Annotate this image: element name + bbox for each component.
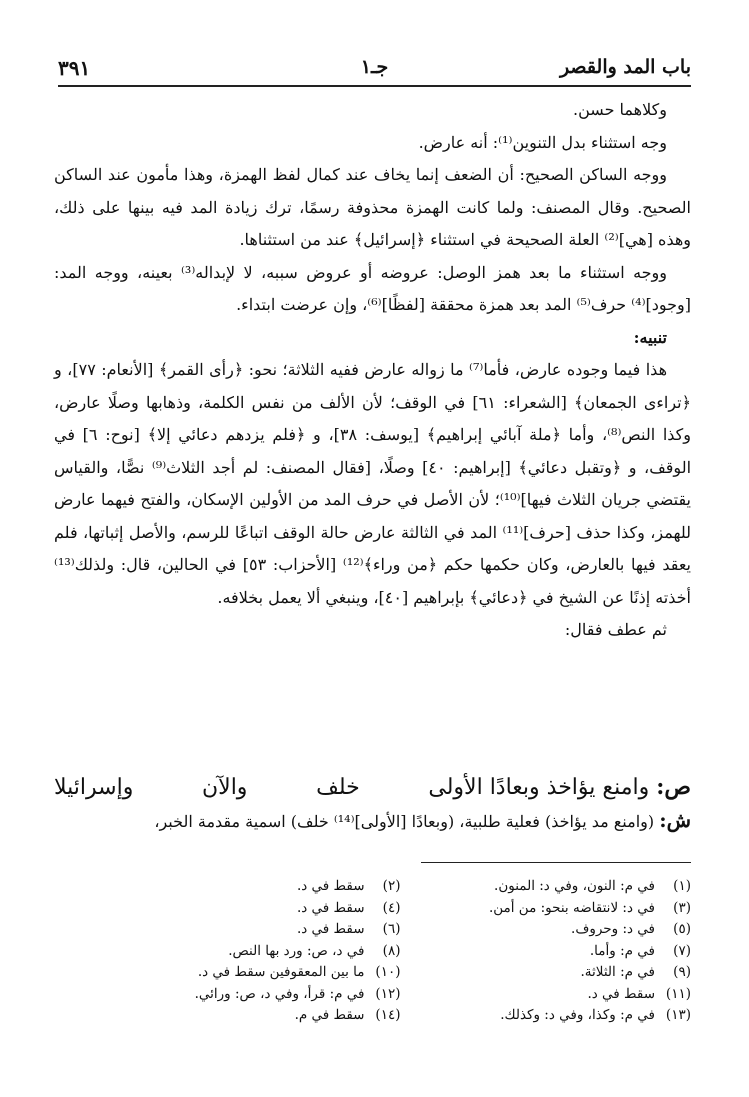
verse-word: وإسرائيلا bbox=[54, 774, 134, 800]
paragraph: وجه استثناء بدل التنوين⁽¹⁾: أنه عارض. bbox=[418, 132, 667, 152]
verse-word: وامنع يؤاخذ وبعادًا الأولى bbox=[428, 775, 650, 800]
footnote: (١)في م: النون، وفي د: المنون. bbox=[494, 878, 691, 894]
volume-number: جـ١ bbox=[360, 56, 389, 78]
paragraph: وكلاهما حسن. bbox=[573, 100, 667, 119]
footnote: (٧)في م: وأما. bbox=[589, 942, 691, 959]
footnote: (١٠)ما بين المعقوفين سقط في د. bbox=[197, 964, 401, 980]
footnotes-left-column bbox=[110, 876, 401, 1027]
footnote: (١٤)سقط في م. bbox=[294, 1007, 401, 1023]
running-header bbox=[58, 50, 691, 84]
paragraph: ثم عطف فقال: bbox=[564, 620, 667, 639]
paragraph: ووجه استثناء ما بعد همز الوصل: عروضه أو عروض سببه، لا لإبداله⁽³⁾ بعينه، ووجه المد: [وجود]⁽⁴⁾ حرف⁽⁵⁾ المد بعد همزة محققة [لفظًا]⁽⁶⁾، وإن عرضت ابتداء. bbox=[54, 262, 691, 314]
footnote: (١١)سقط في د. bbox=[587, 985, 691, 1002]
footnote: (٦)سقط في د. bbox=[296, 921, 401, 937]
page-number: ٣٩١ bbox=[58, 56, 91, 80]
footnote: (٨)في د، ص: ورد بها النص. bbox=[228, 942, 401, 959]
footnote: (٩)في م: الثلاثة. bbox=[580, 964, 691, 980]
chapter-title: باب المد والقصر bbox=[559, 56, 691, 78]
verse-segment bbox=[428, 774, 691, 800]
footnote: (٢)سقط في د. bbox=[296, 878, 401, 894]
footnotes bbox=[110, 876, 691, 1027]
poem-verse bbox=[54, 770, 691, 804]
footnote-divider bbox=[421, 862, 691, 863]
section-heading: تنبيه: bbox=[633, 327, 667, 347]
footnote: (١٢)في م: قرأ، وفي د، ص: ورائي. bbox=[194, 985, 401, 1002]
footnote: (٤)سقط في د. bbox=[296, 899, 401, 916]
main-text bbox=[54, 94, 691, 647]
footnote: (١٣)في م: وكذا، وفي د: وكذلك. bbox=[500, 1007, 691, 1023]
verse-label: ص: bbox=[656, 774, 691, 800]
header-divider bbox=[58, 85, 691, 87]
commentary-text: (وامنع مد يؤاخذ) فعلية طلبية، (وبعادًا [الأولى]⁽¹⁴⁾ خلف) اسمية مقدمة الخبر، bbox=[154, 812, 655, 831]
paragraph: هذا فيما وجوده عارض، فأما⁽⁷⁾ ما زواله عارض ففيه الثلاثة؛ نحو: ﴿رأى القمر﴾ [الأنعام: ٧٧]، و ﴿تراءى الجمعان﴾ [الشعراء: ٦١] في الوقف؛ لأن الألف من نفس الكلمة، وذهابها وصلًا عارض، وكذا النص⁽⁸⁾، وأما ﴿ملة آبائي إبراهيم﴾ [يوسف: ٣٨]، و ﴿فلم يزدهم دعائي إلا﴾ [نوح: ٦] في الوقف، و ﴿وتقبل دعائي﴾ [إبراهيم: ٤٠] وصلًا، [فقال المصنف: لم أجد الثلاث⁽⁹⁾ نصًّا، والقياس يقتضي جريان الثلاث فيها]⁽¹⁰⁾؛ لأن الأصل في حرف المد من الأولين الإسكان، والفتح فيهما عارض للهمز، وكذا حذف [حرف]⁽¹¹⁾ المد في الثالثة عارض حالة الوقف اتباعًا للرسم، والأصل إثباتها، فلم يعقد فيها بالعارض، وكان حكمها حكم ﴿من وراء﴾⁽¹²⁾ [الأحزاب: ٥٣] في الحالين، قال: ولذلك⁽¹³⁾ أخذته إذنًا عن الشيخ في ﴿دعائي﴾ بإبراهيم [٤٠]، وينبغي ألا يعمل بخلافه. bbox=[54, 360, 692, 607]
footnotes-right-column bbox=[401, 876, 692, 1027]
paragraph: ووجه الساكن الصحيح: أن الضعف إنما يخاف عند كمال لفظ الهمزة، وهذا مأمون عند الساكن الصحيح. وقال المصنف: ولما كانت الهمزة محذوفة رسمًا، ترك زيادة المد فيه بينها على ذلك، وهذه [هي]⁽²⁾ العلة الصحيحة في استثناء ﴿إسرائيل﴾ عند من استثناها. bbox=[54, 165, 691, 249]
footnote: (٥)في د: وحروف. bbox=[571, 921, 691, 937]
verse-word: خلف bbox=[316, 774, 360, 800]
verse-word: والآن bbox=[201, 774, 248, 800]
commentary-line bbox=[54, 804, 691, 836]
commentary-label: ش: bbox=[659, 808, 691, 832]
footnote: (٣)في د: لانتقاضه بنحو: من أمن. bbox=[488, 899, 691, 916]
